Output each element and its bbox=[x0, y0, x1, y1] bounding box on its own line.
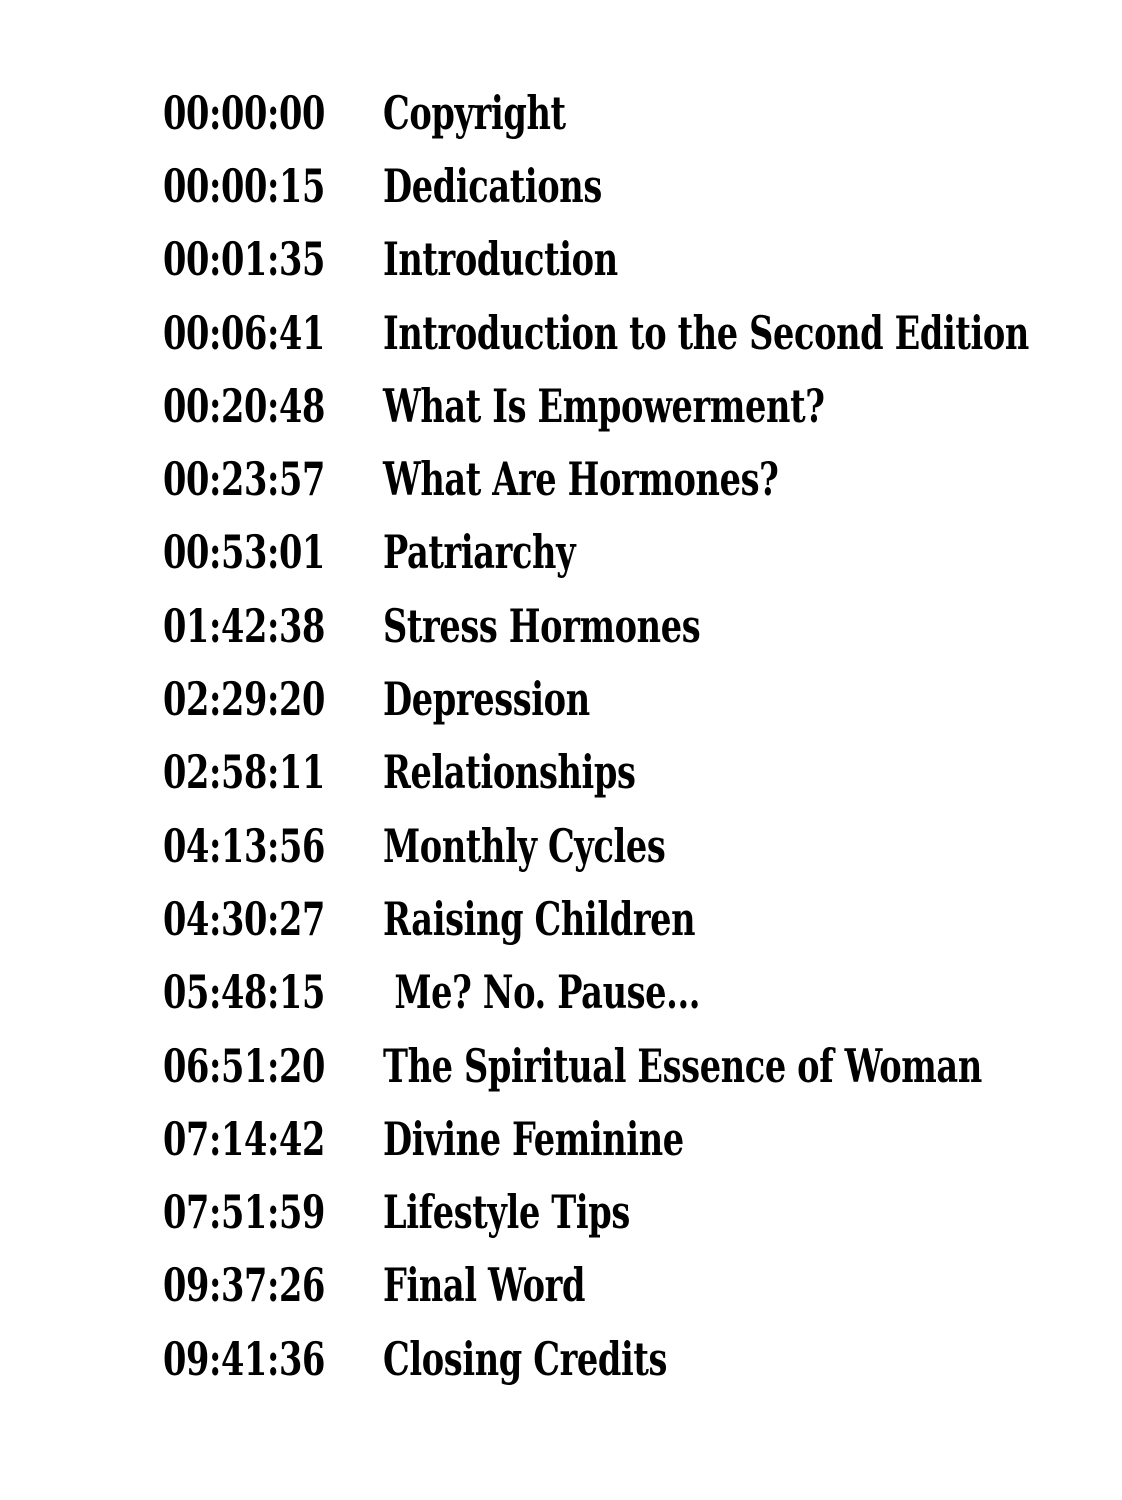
chapter-row bbox=[163, 1029, 1122, 1102]
chapter-title: Patriarchy bbox=[383, 525, 576, 580]
chapter-row bbox=[163, 882, 1122, 955]
chapter-timestamp: 02:29:20 bbox=[163, 672, 326, 727]
chapter-title: Divine Feminine bbox=[383, 1111, 684, 1166]
chapter-row bbox=[163, 809, 1122, 882]
chapter-row bbox=[163, 76, 1122, 149]
chapter-timestamp: 04:13:56 bbox=[163, 818, 326, 873]
chapter-title: Stress Hormones bbox=[383, 598, 701, 653]
chapter-row bbox=[163, 662, 1122, 735]
chapter-timestamp: 09:37:26 bbox=[163, 1258, 326, 1313]
chapter-row bbox=[163, 1322, 1122, 1395]
chapter-title: Introduction to the Second Edition bbox=[383, 305, 1029, 360]
chapter-timestamp: 00:06:41 bbox=[163, 305, 326, 360]
chapter-row bbox=[163, 223, 1122, 296]
chapter-title: Depression bbox=[383, 672, 590, 727]
chapter-title: The Spiritual Essence of Woman bbox=[383, 1038, 982, 1093]
chapter-row bbox=[163, 516, 1122, 589]
chapter-row bbox=[163, 442, 1122, 515]
chapter-row bbox=[163, 149, 1122, 222]
chapter-row bbox=[163, 956, 1122, 1029]
chapter-timestamp: 00:01:35 bbox=[163, 232, 326, 287]
chapter-title: Introduction bbox=[383, 232, 618, 287]
chapter-timestamp: 09:41:36 bbox=[163, 1331, 326, 1386]
chapter-timestamp: 07:51:59 bbox=[163, 1185, 326, 1240]
chapter-timestamp: 06:51:20 bbox=[163, 1038, 326, 1093]
chapter-timestamp: 00:23:57 bbox=[163, 452, 326, 507]
chapter-timestamp: 02:58:11 bbox=[163, 745, 326, 800]
chapter-title: Lifestyle Tips bbox=[383, 1185, 630, 1240]
chapter-timestamp: 01:42:38 bbox=[163, 598, 326, 653]
chapter-timestamp: 00:00:15 bbox=[163, 158, 326, 213]
chapter-title: Raising Children bbox=[383, 891, 696, 946]
chapter-title: Final Word bbox=[383, 1258, 586, 1313]
chapter-timestamp: 05:48:15 bbox=[163, 965, 326, 1020]
chapter-title: What Are Hormones? bbox=[383, 452, 779, 507]
chapter-title: What Is Empowerment? bbox=[383, 378, 825, 433]
chapter-row bbox=[163, 1175, 1122, 1248]
chapter-title: Dedications bbox=[383, 158, 602, 213]
chapter-timestamp: 00:53:01 bbox=[163, 525, 326, 580]
chapter-timestamp: 07:14:42 bbox=[163, 1111, 326, 1166]
chapter-timestamp: 00:00:00 bbox=[163, 85, 326, 140]
chapter-row bbox=[163, 1249, 1122, 1322]
chapter-timestamp: 00:20:48 bbox=[163, 378, 326, 433]
chapter-row bbox=[163, 296, 1122, 369]
chapter-title: Monthly Cycles bbox=[383, 818, 666, 873]
chapter-title: Copyright bbox=[383, 85, 566, 140]
chapter-timestamp: 04:30:27 bbox=[163, 891, 326, 946]
chapter-title: Closing Credits bbox=[383, 1331, 668, 1386]
chapter-row bbox=[163, 589, 1122, 662]
chapter-title: Me? No. Pause... bbox=[383, 965, 701, 1020]
chapter-row bbox=[163, 1102, 1122, 1175]
chapter-row bbox=[163, 369, 1122, 442]
chapter-title: Relationships bbox=[383, 745, 636, 800]
chapter-row bbox=[163, 736, 1122, 809]
